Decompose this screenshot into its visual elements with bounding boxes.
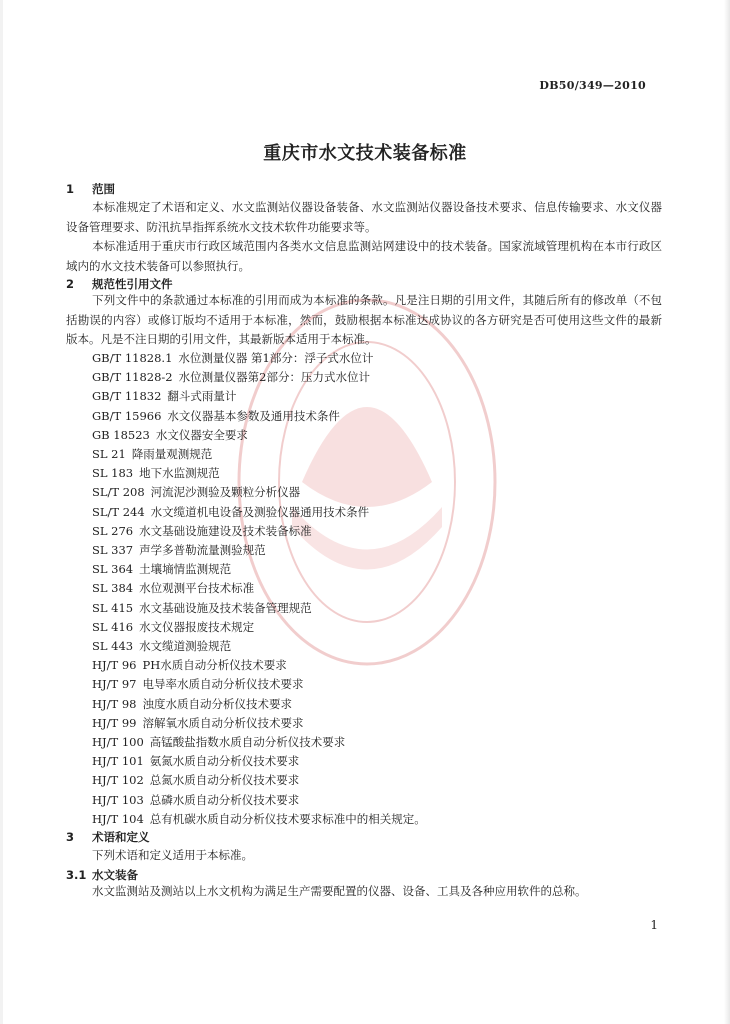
ref-title: 总有机碳水质自动分析仪技术要求标准中的相关规定。 (149, 811, 426, 826)
ref-code: HJ/T 101 (92, 754, 144, 769)
section-1-paragraph-2 (66, 237, 662, 276)
ref-code: HJ/T 99 (92, 715, 137, 730)
ref-code: GB/T 15966 (92, 408, 162, 423)
ref-code: SL 364 (92, 562, 134, 577)
section-2-number: 2 (66, 277, 75, 291)
reference-list (92, 349, 426, 829)
ref-title: 土壤墒情监测规范 (139, 562, 232, 577)
ref-title: 水文仪器报废技术规定 (139, 619, 255, 634)
section-2-intro-text: 下列文件中的条款通过本标准的引用而成为本标准的条款。凡是注日期的引用文件，其随后所有的修改单（不包括勘误的内容）或修订版均不适用于本标准，然而，鼓励根据本标准达成协议的各方研究是否可使用这些文件的最新版本。凡是不注日期的引用文件，其最新版本适用于本标准。 (66, 293, 662, 346)
ref-title: 总磷水质自动分析仪技术要求 (149, 792, 300, 807)
ref-title: 水位测量仪器第2部分：压力式水位计 (178, 370, 370, 385)
section-2-title: 规范性引用文件 (92, 277, 173, 291)
ref-code: GB/T 11828-2 (92, 370, 173, 385)
ref-title: 水文基础设施及技术装备管理规范 (139, 600, 312, 615)
ref-code: HJ/T 102 (92, 773, 144, 788)
ref-title: 水位测量仪器 第1部分：浮子式水位计 (178, 351, 374, 365)
section-1-number: 1 (66, 182, 75, 196)
list-item (92, 407, 426, 426)
list-item (92, 368, 426, 387)
ref-title: 高锰酸盐指数水质自动分析仪技术要求 (149, 735, 346, 750)
section-1-p1-text: 本标准规定了术语和定义、水文监测站仪器设备装备、水文监测站仪器设备技术要求、信息传输要求、水文仪器设备管理要求、防汛抗旱指挥系统水文技术软件功能要求等。 (66, 200, 662, 234)
list-item (92, 656, 426, 675)
section-3-intro-text: 下列术语和定义适用于本标准。 (92, 848, 253, 862)
ref-code: SL 21 (92, 447, 126, 462)
list-item (92, 791, 426, 810)
list-item (92, 810, 426, 829)
page-title: 重庆市水文技术装备标准 (263, 143, 467, 164)
page-number: 1 (650, 918, 658, 932)
ref-code: SL 443 (92, 639, 134, 654)
section-2-intro (66, 291, 662, 350)
list-item (92, 503, 426, 522)
ref-title: 河流泥沙测验及颗粒分析仪器 (150, 485, 301, 500)
ref-title: 水文仪器基本参数及通用技术条件 (167, 408, 340, 423)
list-item (92, 618, 426, 637)
list-item (92, 675, 426, 694)
ref-title: PH水质自动分析仪技术要求 (142, 658, 287, 673)
list-item (92, 541, 426, 560)
section-2-heading (66, 276, 173, 292)
ref-title: 总氮水质自动分析仪技术要求 (149, 773, 300, 788)
standard-code: DB50/349—2010 (539, 79, 646, 92)
ref-title: 水文缆道测验规范 (139, 639, 232, 654)
ref-title: 溶解氧水质自动分析仪技术要求 (142, 715, 304, 730)
list-item (92, 445, 426, 464)
section-3-1-title: 水文装备 (92, 868, 138, 882)
ref-code: HJ/T 97 (92, 677, 137, 692)
section-1-p2-text: 本标准适用于重庆市行政区域范围内各类水文信息监测站网建设中的技术装备。国家流域管理机构在本市行政区域内的水文技术装备可以参照执行。 (66, 239, 662, 273)
ref-code: SL 276 (92, 523, 134, 538)
ref-title: 水文基础设施建设及技术装备标准 (139, 523, 312, 538)
ref-code: SL/T 244 (92, 504, 145, 519)
section-3-1-number: 3.1 (66, 868, 87, 882)
list-item (92, 387, 426, 406)
list-item (92, 349, 426, 368)
section-1-heading (66, 181, 115, 197)
ref-title: 电导率水质自动分析仪技术要求 (142, 677, 304, 692)
ref-code: SL 416 (92, 619, 134, 634)
ref-title: 氨氮水质自动分析仪技术要求 (149, 754, 300, 769)
list-item (92, 637, 426, 656)
section-3-title: 术语和定义 (92, 830, 150, 844)
section-1-paragraph-1 (66, 198, 662, 237)
section-1-title: 范围 (92, 182, 115, 196)
ref-code: GB/T 11832 (92, 389, 162, 404)
ref-code: HJ/T 100 (92, 735, 144, 750)
ref-title: 声学多普勒流量测验规范 (139, 543, 266, 558)
list-item (92, 733, 426, 752)
section-3-number: 3 (66, 830, 75, 844)
ref-code: HJ/T 104 (92, 811, 144, 826)
ref-title: 浊度水质自动分析仪技术要求 (142, 696, 292, 711)
section-3-1-text: 水文监测站及测站以上水文机构为满足生产需要配置的仪器、设备、工具及各种应用软件的总称。 (92, 884, 587, 898)
list-item (92, 695, 426, 714)
section-3-intro (66, 846, 662, 866)
list-item (92, 426, 426, 445)
ref-code: SL 183 (92, 466, 134, 481)
ref-code: HJ/T 96 (92, 658, 137, 673)
ref-title: 水位观测平台技术标准 (139, 581, 255, 596)
ref-code: SL 384 (92, 581, 134, 596)
ref-code: GB/T 11828.1 (92, 351, 173, 365)
list-item (92, 483, 426, 502)
ref-code: SL/T 208 (92, 485, 145, 500)
ref-title: 水文缆道机电设备及测验仪器通用技术条件 (150, 504, 370, 519)
list-item (92, 522, 426, 541)
list-item (92, 560, 426, 579)
ref-title: 地下水监测规范 (139, 466, 220, 481)
ref-code: SL 337 (92, 543, 134, 558)
list-item (92, 599, 426, 618)
list-item (92, 464, 426, 483)
list-item (92, 752, 426, 771)
ref-title: 降雨量观测规范 (131, 447, 213, 462)
ref-code: GB 18523 (92, 427, 150, 442)
ref-code: HJ/T 103 (92, 792, 144, 807)
ref-title: 翻斗式雨量计 (167, 389, 237, 404)
ref-code: HJ/T 98 (92, 696, 137, 711)
section-3-1-heading (66, 867, 138, 883)
ref-title: 水文仪器安全要求 (155, 427, 248, 442)
section-3-heading (66, 829, 150, 845)
list-item (92, 771, 426, 790)
section-3-1-definition (66, 882, 662, 902)
list-item (92, 714, 426, 733)
list-item (92, 579, 426, 598)
ref-code: SL 415 (92, 600, 134, 615)
